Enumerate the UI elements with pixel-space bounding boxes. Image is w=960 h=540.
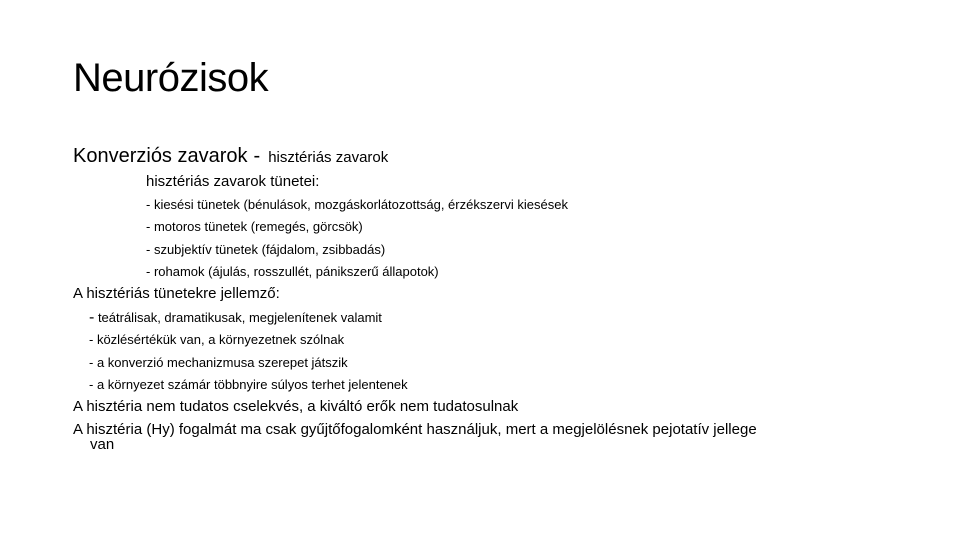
symptoms-heading: hisztériás zavarok tünetei: [146,173,320,190]
section-heading-sub: hisztériás zavarok [268,149,389,166]
statement-1: A hisztéria nem tudatos cselekvés, a kiváltó erők nem tudatosulnak [73,398,519,415]
list-item [89,307,408,329]
list-item: - motoros tünetek (remegés, görcsök) [146,219,363,235]
statement-2-wrap: van [90,436,115,453]
section-heading [73,143,388,171]
list-item: - kiesési tünetek (bénulások, mozgáskorlátozottság, érzékszervi kiesések [146,197,568,212]
list-item: - a konverzió mechanizmusa szerepet játszik [89,354,348,370]
slide-title: Neurózisok [73,56,269,100]
features-list [89,307,408,396]
statement-2 [73,422,893,452]
features-heading: A hisztériás tünetekre jellemző: [73,285,280,302]
list-item: - a környezet számár többnyire súlyos terhet jelentenek [89,376,408,392]
list-item: - rohamok (ájulás, rosszullét, pánikszerű állapotok) [146,263,439,279]
list-item: - szubjektív tünetek (fájdalom, zsibbadás) [146,241,386,257]
section-heading-separator: - [253,145,261,167]
section-heading-main: Konverziós zavarok [73,145,248,167]
list-item: - közlésértékük van, a környezetnek szólnak [89,332,345,348]
symptoms-list [146,194,568,283]
list-dash: - [89,309,95,326]
statement-2-text: A hisztéria (Hy) fogalmát ma csak gyűjtőfogalomként használjuk, mert a megjelölésnek pejotatív jellege [73,421,757,438]
list-item-text: teátrálisak, dramatikusak, megjelenítenek valamit [94,310,382,325]
